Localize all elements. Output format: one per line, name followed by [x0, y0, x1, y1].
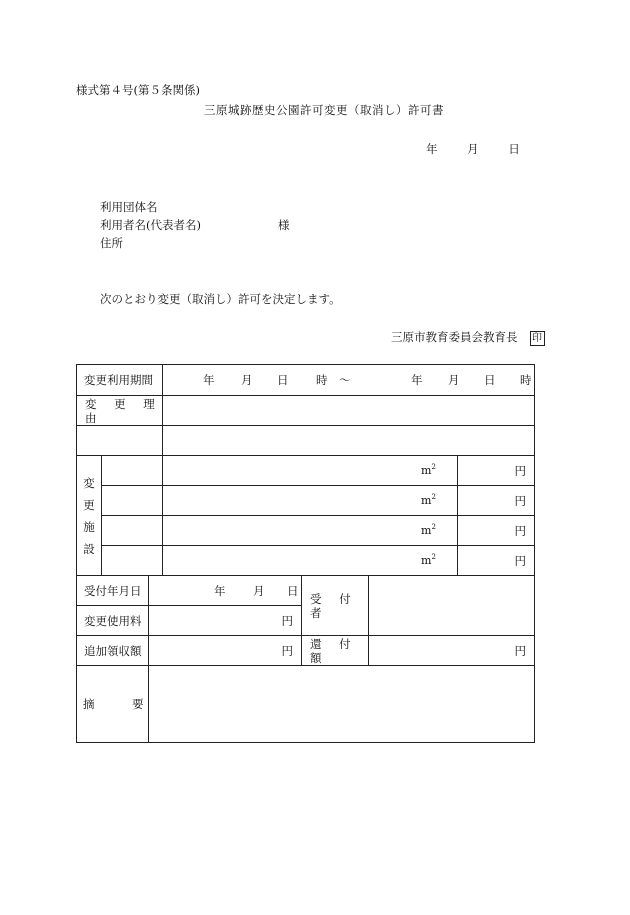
facility-area-cell: [163, 516, 458, 546]
receiver-value: [369, 576, 535, 636]
issue-month-label: 月: [467, 142, 479, 156]
additional-receipt-label: 追加領収額: [77, 636, 149, 666]
yen-unit: 円: [514, 553, 527, 568]
facility-label-char: 変: [83, 475, 95, 490]
yen-unit: 円: [281, 643, 294, 658]
yen-unit: 円: [514, 493, 527, 508]
period-end-month: 月: [448, 373, 460, 387]
reason-value: [163, 396, 535, 426]
summary-label: [77, 666, 149, 743]
facility-fee-cell: [458, 486, 535, 516]
document-title: 三原城跡歴史公園許可変更（取消し）許可書: [204, 103, 444, 117]
period-start-month: 月: [241, 373, 253, 387]
accept-month-label: 月: [253, 583, 265, 598]
facility-name-cell: [102, 516, 163, 546]
summary-value: [149, 666, 535, 743]
yen-unit: 円: [514, 643, 527, 658]
accept-day-label: 日: [287, 583, 299, 598]
period-label: 変更利用期間: [77, 365, 163, 396]
facility-name-cell: [102, 546, 163, 576]
blank-label-cell: [77, 426, 163, 456]
fee-value: [149, 606, 302, 636]
honorific: 様: [278, 218, 290, 232]
summary-label-a: 摘: [83, 697, 95, 711]
issue-date: [426, 142, 520, 156]
facility-label-char: 設: [83, 541, 95, 556]
area-unit: $m^2$: [421, 462, 436, 477]
period-start-hour: 時: [316, 373, 328, 387]
form-number: 様式第４号(第５条関係): [76, 83, 200, 97]
refund-label: 還 付 額: [302, 636, 369, 666]
seal-stamp: 印: [530, 331, 545, 346]
refund-value: [369, 636, 535, 666]
accept-year-label: 年: [214, 583, 226, 598]
facility-name-cell: [102, 456, 163, 486]
facility-fee-cell: [458, 516, 535, 546]
period-tilde: ～: [339, 373, 351, 387]
yen-unit: 円: [281, 613, 294, 628]
group-name-label: 利用団体名: [100, 200, 158, 214]
change-permit-table: [76, 364, 535, 743]
issue-day-label: 日: [508, 142, 520, 156]
additional-receipt-value: [149, 636, 302, 666]
yen-unit: 円: [514, 463, 527, 478]
facility-area-cell: [163, 546, 458, 576]
summary-label-b: 要: [132, 697, 144, 711]
area-unit: $m^2$: [421, 552, 436, 567]
reason-label: 変 更 理 由: [77, 396, 163, 426]
yen-unit: 円: [514, 523, 527, 538]
facility-fee-cell: [458, 456, 535, 486]
period-start-year: 年: [203, 373, 215, 387]
blank-value-cell: [163, 426, 535, 456]
period-value: [163, 365, 535, 396]
issue-year-label: 年: [426, 142, 438, 156]
period-end-hour: 時: [520, 373, 532, 387]
address-label: 住所: [100, 236, 123, 250]
receiver-label: 受 付 者: [302, 576, 369, 636]
facility-label-char: 施: [83, 519, 95, 534]
area-unit: $m^2$: [421, 492, 436, 507]
issuer-name: 三原市教育委員会教育長: [391, 330, 518, 344]
facility-fee-cell: [458, 546, 535, 576]
period-start-day: 日: [277, 373, 289, 387]
fee-label: 変更使用料: [77, 606, 149, 636]
user-name-label: 利用者名(代表者名): [100, 218, 201, 232]
period-end-day: 日: [484, 373, 496, 387]
issuer-line: [391, 330, 545, 346]
accept-date-value: [149, 576, 302, 606]
facility-label: [77, 456, 102, 576]
decision-notice: 次のとおり変更（取消し）許可を決定します。: [100, 292, 341, 306]
facility-label-char: 更: [83, 497, 95, 512]
facility-area-cell: [163, 486, 458, 516]
area-unit: $m^2$: [421, 522, 436, 537]
facility-name-cell: [102, 486, 163, 516]
period-end-year: 年: [411, 373, 423, 387]
accept-date-label: 受付年月日: [77, 576, 149, 606]
facility-area-cell: [163, 456, 458, 486]
